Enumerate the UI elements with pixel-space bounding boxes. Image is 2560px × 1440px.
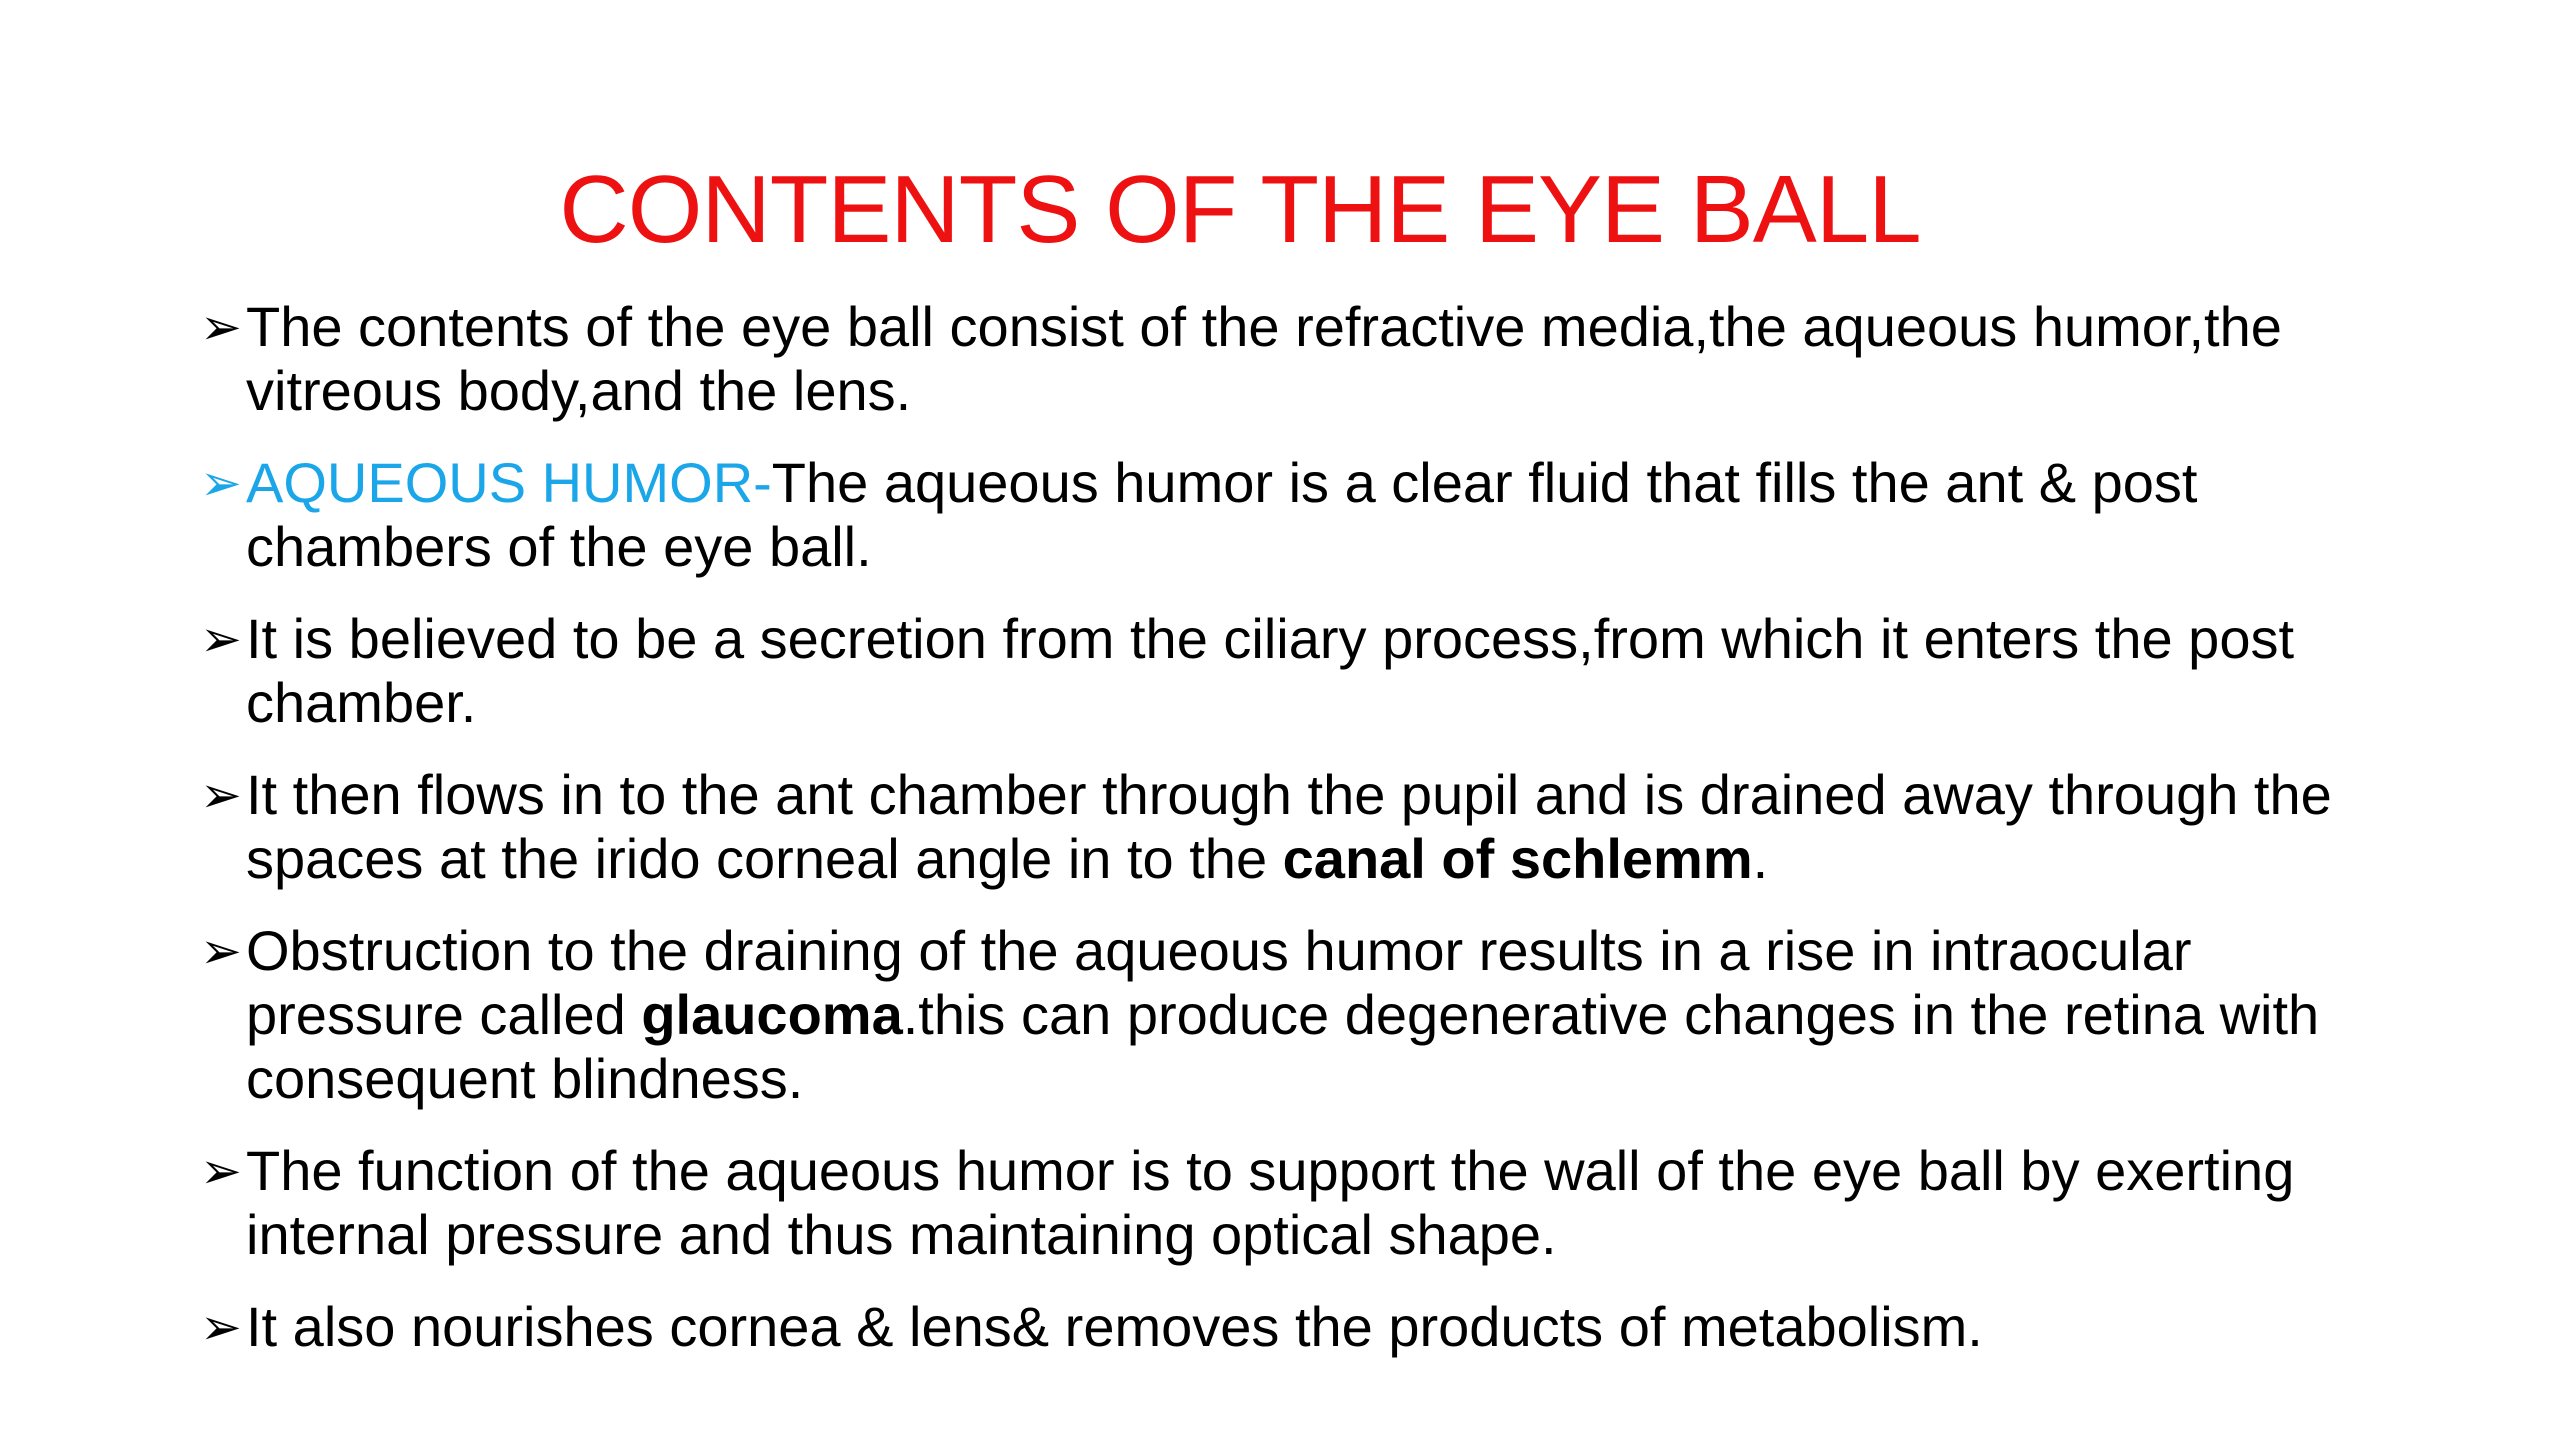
- arrow-bullet-icon: ➢: [200, 1142, 242, 1200]
- bullet-text: It also nourishes cornea & lens& removes the products of metabolism.: [246, 1295, 1983, 1358]
- bullet-text: The aqueous humor is a clear fluid that fills the ant & post chambers of the eye ball.: [246, 451, 2198, 578]
- arrow-bullet-icon: ➢: [200, 1298, 242, 1356]
- bullet-text: The contents of the eye ball consist of the refractive media,the aqueous humor,the vitreous body,and the lens.: [246, 295, 2282, 422]
- bullet-text: The function of the aqueous humor is to support the wall of the eye ball by exerting internal pressure and thus maintaining optical shape.: [246, 1139, 2295, 1266]
- arrow-bullet-icon: ➢: [200, 922, 242, 980]
- arrow-bullet-icon: ➢: [200, 454, 242, 512]
- bullet-text: It is believed to be a secretion from the ciliary process,from which it enters the post chamber.: [246, 607, 2295, 734]
- bullet-item: [200, 295, 2400, 423]
- bullet-text-end: .: [1752, 827, 1769, 890]
- bullet-item: [200, 919, 2400, 1111]
- bullet-list: [200, 295, 2400, 1387]
- bullet-item: [200, 451, 2400, 579]
- arrow-bullet-icon: ➢: [200, 298, 242, 356]
- bullet-text: It then flows in to the ant chamber through the pupil and is drained away through the spaces at the irido corneal angle in to the: [246, 763, 2332, 890]
- bullet-heading: AQUEOUS HUMOR-: [246, 451, 772, 514]
- slide-title: CONTENTS OF THE EYE BALL: [559, 156, 1921, 263]
- bold-term: canal of schlemm: [1282, 827, 1753, 890]
- arrow-bullet-icon: ➢: [200, 610, 242, 668]
- bullet-text: Obstruction to the draining of the aqueous humor results in a rise in intraocular pressure called: [246, 919, 2192, 1046]
- arrow-bullet-icon: ➢: [200, 766, 242, 824]
- bullet-item: [200, 1295, 2400, 1359]
- bullet-item: [200, 763, 2400, 891]
- bullet-text-end: .this can produce degenerative changes in the retina with consequent blindness.: [246, 983, 2320, 1110]
- bullet-item: [200, 607, 2400, 735]
- bullet-item: [200, 1139, 2400, 1267]
- bold-term: glaucoma: [641, 983, 903, 1046]
